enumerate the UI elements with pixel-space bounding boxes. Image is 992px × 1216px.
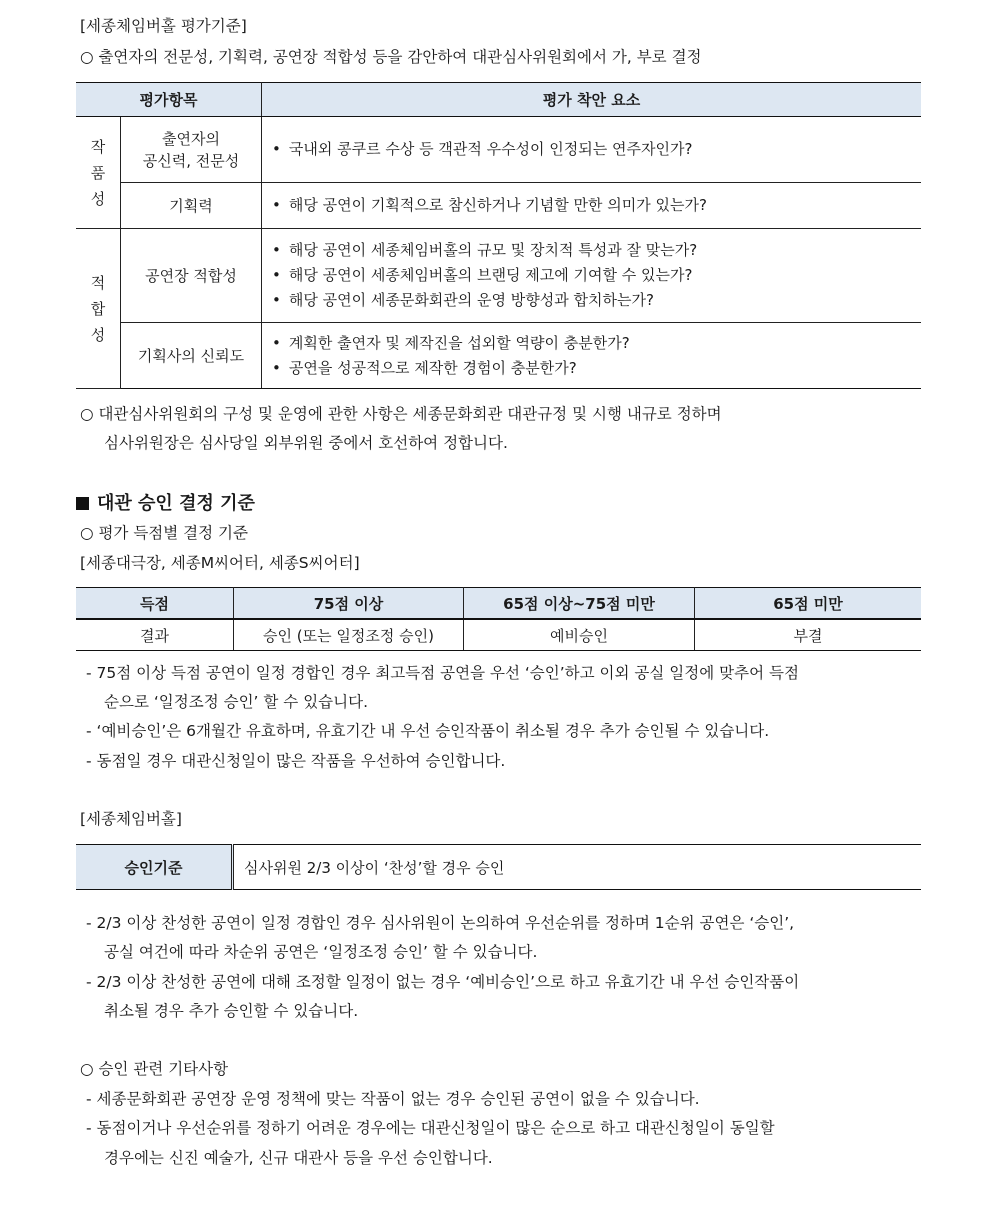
score-row-result: 결과 <box>76 619 234 651</box>
venues-label: [세종대극장, 세종M씨어터, 세종S씨어터] <box>80 554 360 572</box>
chamber-note-2a: - 2/3 이상 찬성한 공연에 대해 조정할 일정이 없는 경우 ‘예비승인’으로 하고 유효기간 내 우선 승인작품이 <box>86 973 800 991</box>
misc-note-2b: 경우에는 신진 예술가, 신규 대관사 등을 우선 승인합니다. <box>104 1149 493 1167</box>
points-planning: • 해당 공연이 기획적으로 참신하거나 기념할 만한 의미가 있는가? <box>262 183 922 229</box>
score-header-below-65: 65점 미만 <box>695 588 922 620</box>
score-result-approve: 승인 (또는 일정조정 승인) <box>234 619 464 651</box>
note-1b: 순으로 ‘일정조정 승인’ 할 수 있습니다. <box>104 693 369 711</box>
chamber-note-1b: 공실 여건에 따라 차순위 공연은 ‘일정조정 승인’ 할 수 있습니다. <box>104 943 538 961</box>
score-header-score: 득점 <box>76 588 234 620</box>
points-performer-credibility: • 국내외 콩쿠르 수상 등 객관적 우수성이 인정되는 연주자인가? <box>262 117 922 183</box>
score-result-reject: 부결 <box>695 619 922 651</box>
square-bullet-icon <box>76 497 89 510</box>
section-label-chamber-criteria: [세종체임버홀 평가기준] <box>80 17 247 35</box>
score-criteria-subheading: ○ 평가 득점별 결정 기준 <box>80 524 248 542</box>
item-planning: 기획력 <box>121 183 262 229</box>
committee-note-line2: 심사위원장은 심사당일 외부위원 중에서 호선하여 정합니다. <box>104 434 508 452</box>
score-header-75-plus: 75점 이상 <box>234 588 464 620</box>
misc-note-1: - 세종문화회관 공연장 운영 정책에 맞는 작품이 없는 경우 승인된 공연이 없을 수 있습니다. <box>86 1090 700 1108</box>
score-result-preliminary: 예비승인 <box>464 619 695 651</box>
evaluation-criteria-table <box>76 82 921 389</box>
category-work-quality: 작 품 성 <box>76 117 121 229</box>
chamber-note-2b: 취소될 경우 추가 승인할 수 있습니다. <box>104 1002 359 1020</box>
points-venue-suitability: • 해당 공연이 세종체임버홀의 규모 및 장치적 특성과 잘 맞는가? • 해당 공연이 세종체임버홀의 브랜딩 제고에 기여할 수 있는가? • 해당 공연이 세종문화회관의 운영 방향성과 합치하는가? <box>262 229 922 323</box>
category-suitability: 적 합 성 <box>76 229 121 389</box>
note-3: - 동점일 경우 대관신청일이 많은 작품을 우선하여 승인합니다. <box>86 752 506 770</box>
chamber-approval-table <box>76 844 921 890</box>
item-agency-reliability: 기획사의 신뢰도 <box>121 323 262 389</box>
item-venue-suitability: 공연장 적합성 <box>121 229 262 323</box>
misc-heading: ○ 승인 관련 기타사항 <box>80 1060 229 1078</box>
approval-criteria-value: 심사위원 2/3 이상이 ‘찬성’할 경우 승인 <box>233 845 922 890</box>
misc-note-2a: - 동점이거나 우선순위를 정하기 어려운 경우에는 대관신청일이 많은 순으로 하고 대관신청일이 동일할 <box>86 1119 775 1137</box>
intro-text: ○ 출연자의 전문성, 기획력, 공연장 적합성 등을 감안하여 대관심사위원회에서 가, 부로 결정 <box>80 48 702 66</box>
header-evaluation-item: 평가항목 <box>76 83 262 117</box>
points-agency-reliability: • 계획한 출연자 및 제작진을 섭외할 역량이 충분한가? • 공연을 성공적으로 제작한 경험이 충분한가? <box>262 323 922 389</box>
note-1a: - 75점 이상 득점 공연이 일정 경합인 경우 최고득점 공연을 우선 ‘승인’하고 이외 공실 일정에 맞추어 득점 <box>86 664 799 682</box>
chamber-note-1a: - 2/3 이상 찬성한 공연이 일정 경합인 경우 심사위원이 논의하여 우선순위를 정하며 1순위 공연은 ‘승인’, <box>86 914 795 932</box>
header-evaluation-points: 평가 착안 요소 <box>262 83 922 117</box>
note-2: - ‘예비승인’은 6개월간 유효하며, 유효기간 내 우선 승인작품이 취소될 경우 추가 승인될 수 있습니다. <box>86 722 770 740</box>
committee-note-line1: ○ 대관심사위원회의 구성 및 운영에 관한 사항은 세종문화회관 대관규정 및 시행 내규로 정하며 <box>80 405 722 423</box>
chamber-hall-label: [세종체임버홀] <box>80 810 182 828</box>
approval-heading: 대관 승인 결정 기준 <box>76 489 255 515</box>
score-header-65-75: 65점 이상~75점 미만 <box>464 588 695 620</box>
approval-criteria-label: 승인기준 <box>76 845 233 890</box>
item-performer-credibility: 출연자의 공신력, 전문성 <box>121 117 262 183</box>
score-table <box>76 587 921 651</box>
